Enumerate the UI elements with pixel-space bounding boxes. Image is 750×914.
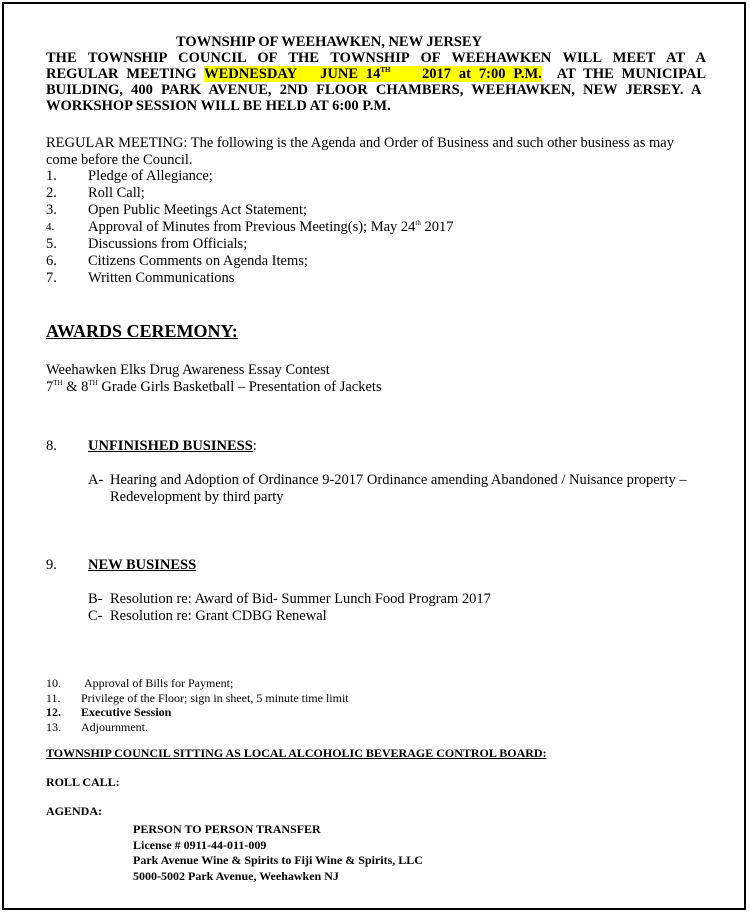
section-number: 8. xyxy=(46,438,57,454)
abc-heading: TOWNSHIP COUNCIL SITTING AS LOCAL ALCOHOLIC BEVERAGE CONTROL BOARD: xyxy=(46,746,547,760)
section-number: 9. xyxy=(46,557,57,573)
notice-line-1 xyxy=(46,50,706,66)
transfer-line: License # 0911-44-011-009 xyxy=(133,837,267,852)
awards-heading: AWARDS CEREMONY: xyxy=(46,321,238,341)
notice-line-3: BUILDING, 400 PARK AVENUE, 2ND FLOOR CHAMBERS, WEEHAWKEN, NEW JERSEY. A xyxy=(46,82,702,98)
new-business-heading: NEW BUSINESS xyxy=(88,557,197,573)
intro-line-2: come before the Council. xyxy=(46,152,193,168)
awards-item: 7TH & 8TH Grade Girls Basketball – Presentation of Jackets xyxy=(46,379,382,395)
notice-line-2 xyxy=(46,66,706,82)
new-business-item: Resolution re: Award of Bid- Summer Lunch Food Program 2017 xyxy=(110,591,491,607)
item-letter: B- xyxy=(88,591,103,607)
unfinished-item-line-1: Hearing and Adoption of Ordinance 9-2017 Ordinance amending Abandoned / Nuisance property – xyxy=(110,472,687,488)
unfinished-heading: UNFINISHED BUSINESS: xyxy=(88,438,257,454)
transfer-block xyxy=(133,822,423,884)
transfer-line: Park Avenue Wine & Spirits to Fiji Wine & Spirits, LLC xyxy=(133,853,423,867)
item-letter: A- xyxy=(88,472,104,488)
meeting-notice xyxy=(46,50,706,114)
awards-item: Weehawken Elks Drug Awareness Essay Contest xyxy=(46,362,330,378)
meeting-date-highlight: WEDNESDAY JUNE 14TH 2017 at 7:00 P.M. xyxy=(204,66,542,82)
notice-text: REGULAR MEETING WEDNESDAY JUNE 14TH 2017 at 7:00 P.M. AT THE MUNICIPAL xyxy=(46,66,706,82)
item-letter: C- xyxy=(88,608,103,624)
transfer-line: 5000-5002 Park Avenue, Weehawken NJ xyxy=(133,868,339,883)
unfinished-item-line-2: Redevelopment by third party xyxy=(110,489,284,505)
agenda-label: AGENDA: xyxy=(46,804,102,818)
new-business-item: Resolution re: Grant CDBG Renewal xyxy=(110,608,327,624)
roll-call-label: ROLL CALL: xyxy=(46,775,120,789)
transfer-line: PERSON TO PERSON TRANSFER xyxy=(133,822,321,836)
document-title: TOWNSHIP OF WEEHAWKEN, NEW JERSEY xyxy=(176,34,483,50)
notice-line-4: WORKSHOP SESSION WILL BE HELD AT 6:00 P.M. xyxy=(46,98,391,114)
notice-text: THE TOWNSHIP COUNCIL OF THE TOWNSHIP OF WEEHAWKEN WILL MEET AT A xyxy=(46,50,706,66)
intro-line-1: REGULAR MEETING: The following is the Agenda and Order of Business and such other business as may xyxy=(46,135,674,151)
